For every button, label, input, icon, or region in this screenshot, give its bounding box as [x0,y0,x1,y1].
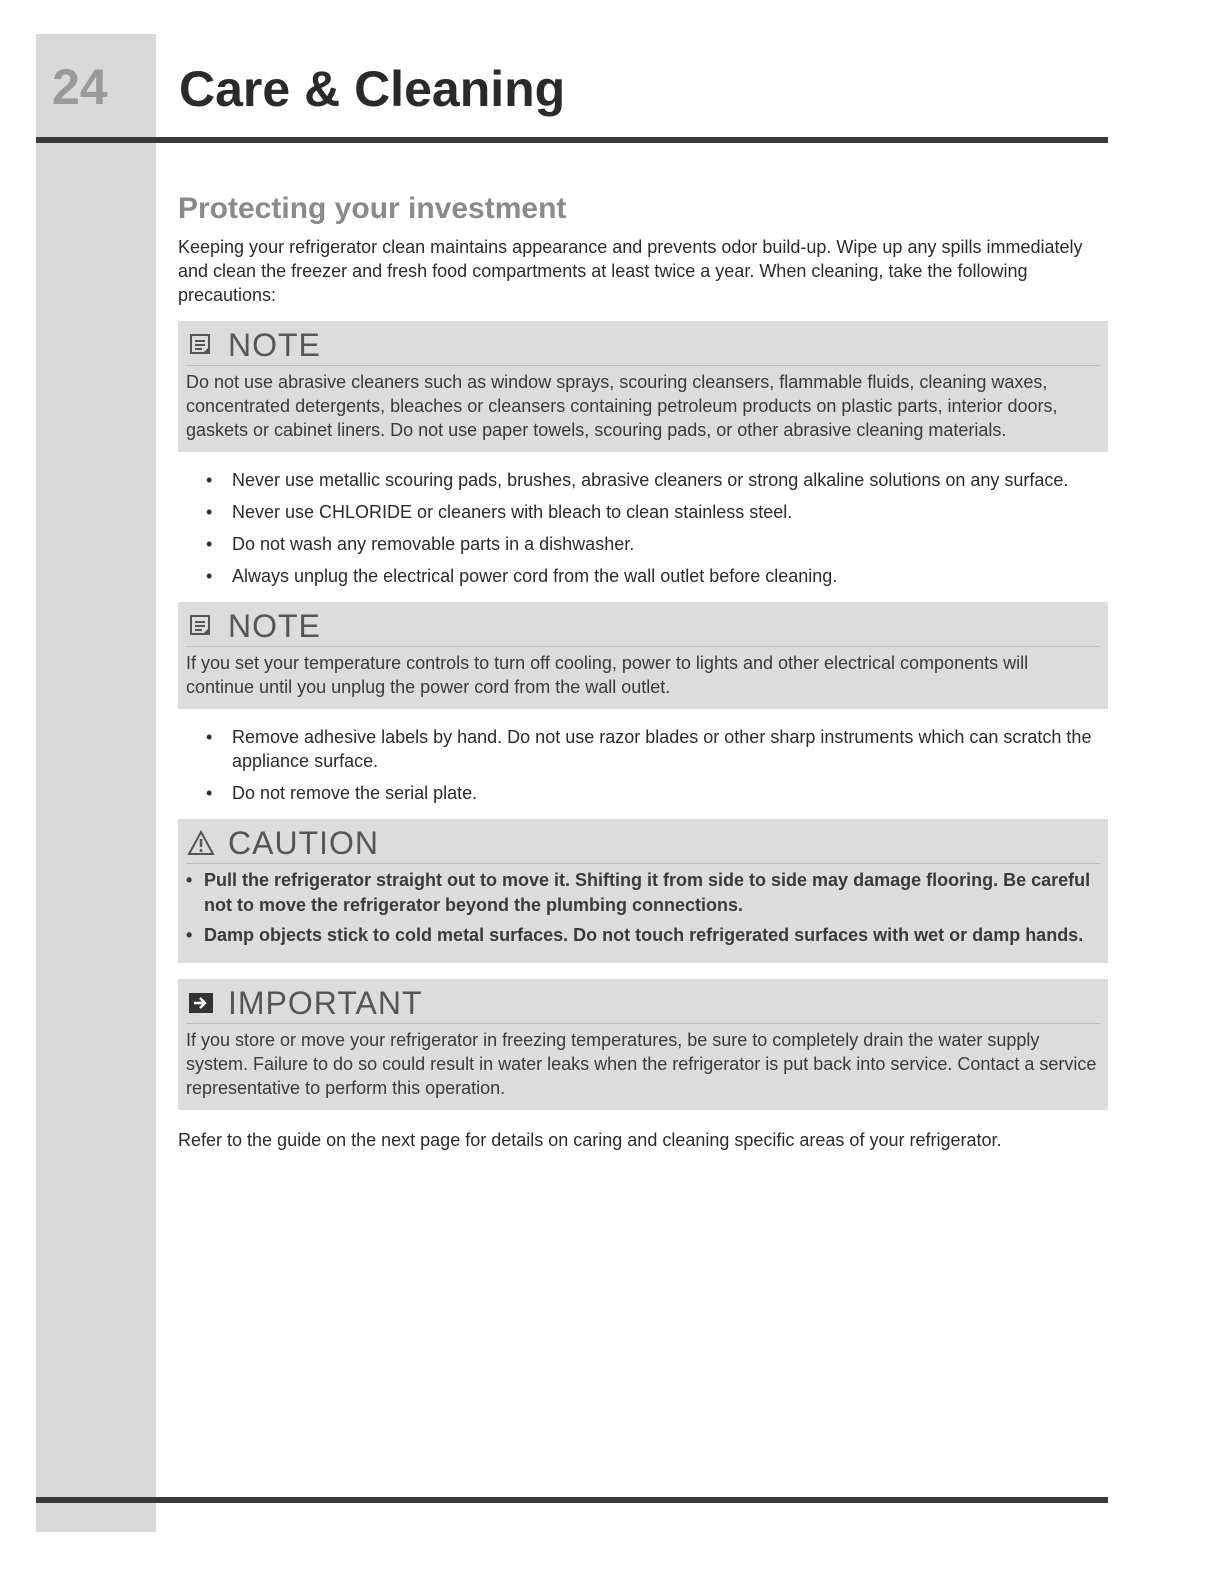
section-heading: Protecting your investment [178,192,567,225]
note-box-1-header [186,327,1100,366]
important-box-header [186,985,1100,1024]
note-box-2-text: If you set your temperature controls to turn off cooling, power to lights and other electrical components will continue until you unplug the power cord from the wall outlet. [186,652,1029,697]
note-box-1-title: NOTE [228,326,321,363]
important-box-text: If you store or move your refrigerator in freezing temperatures, be sure to completely drain the water supply system. Failure to do so could result in water leaks when the refrigerator is put back into service. Contact a service representative to perform this operation. [186,1029,1097,1098]
list-item: • Never use CHLORIDE or cleaners with bleach to clean stainless steel. [206,500,1108,524]
caution-box-title: CAUTION [228,824,379,861]
footer-rule [36,1497,1108,1503]
note-box-2-header [186,608,1100,647]
note-icon [186,611,216,641]
list-item: • Remove adhesive labels by hand. Do not use razor blades or other sharp instruments which can scratch the appliance surface. [206,725,1108,773]
caution-item: • Pull the refrigerator straight out to move it. Shifting it from side to side may damage flooring. Be careful not to move the refrigerator beyond the plumbing connections. [186,868,1100,918]
caution-list [186,868,1100,948]
header-rule [36,137,1108,143]
important-box-title: IMPORTANT [228,984,423,1021]
caution-box-header [186,825,1100,864]
note-icon [186,330,216,360]
main-content [178,192,1108,1152]
warning-triangle-icon [186,828,216,858]
page-title: Care & Cleaning [179,61,566,117]
precautions-list-2 [178,725,1108,805]
page-number: 24 [52,59,108,115]
note-box-1-text: Do not use abrasive cleaners such as window sprays, scouring cleansers, flammable fluids, cleaning waxes, concentrated detergents, bleaches or cleansers containing petroleum products on plastic parts, interior doors, gaskets or cabinet liners. Do not use paper towels, scouring pads, or other abrasive cleaning materials. [186,371,1058,440]
important-box [178,979,1108,1110]
arrow-right-icon [186,988,216,1018]
list-item: • Do not wash any removable parts in a dishwasher. [206,532,1108,556]
intro-paragraph: Keeping your refrigerator clean maintains appearance and prevents odor build-up. Wipe up any spills immediately and clean the freezer and fresh food compartments at least twice a year. When cleaning, take the following precautions: [178,236,1083,305]
precautions-list-1 [178,468,1108,588]
side-band [36,34,156,1532]
caution-item: • Damp objects stick to cold metal surfaces. Do not touch refrigerated surfaces with wet or damp hands. [186,923,1100,948]
note-box-2-title: NOTE [228,607,321,644]
list-item: • Do not remove the serial plate. [206,781,1108,805]
list-item: • Always unplug the electrical power cord from the wall outlet before cleaning. [206,564,1108,588]
list-item: • Never use metallic scouring pads, brushes, abrasive cleaners or strong alkaline solutions on any surface. [206,468,1108,492]
footer-paragraph: Refer to the guide on the next page for details on caring and cleaning specific areas of your refrigerator. [178,1129,1002,1150]
note-box-1 [178,321,1108,452]
note-box-2 [178,602,1108,709]
caution-box [178,819,1108,963]
